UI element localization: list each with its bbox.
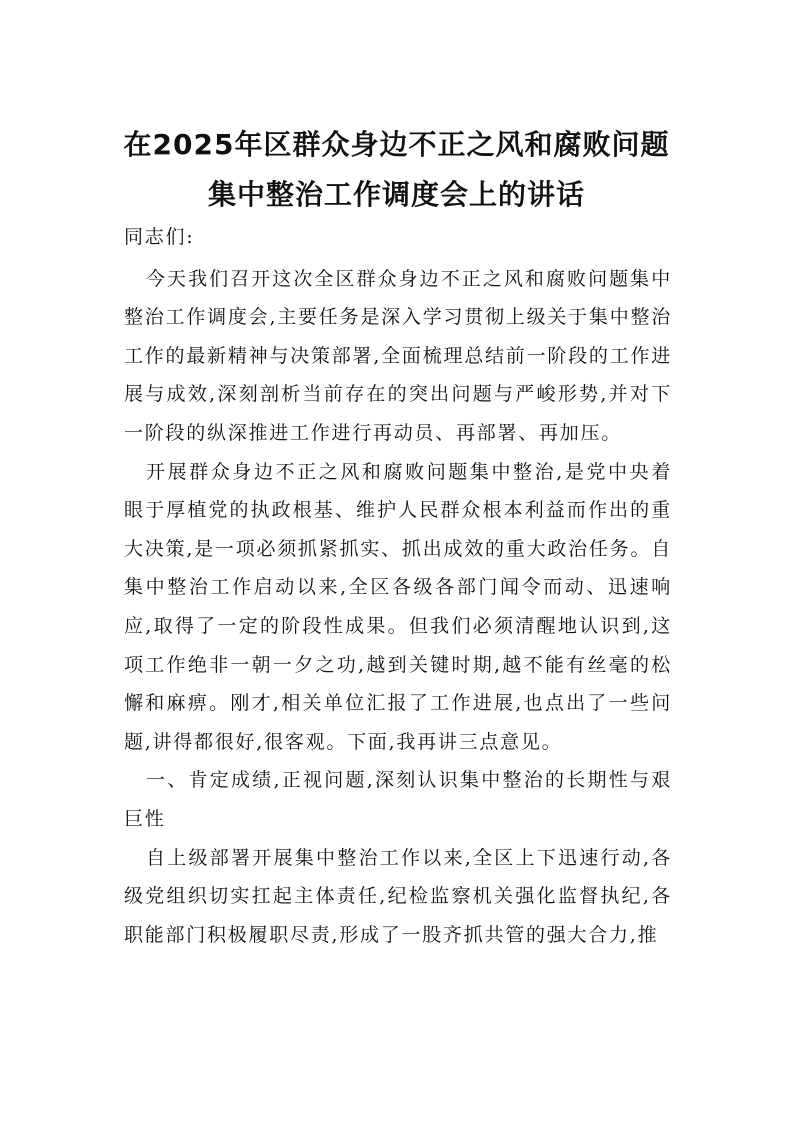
document-title	[100, 120, 693, 220]
section-heading-1: 一、肯定成绩,正视问题,深刻认识集中整治的长期性与艰巨性	[124, 769, 672, 830]
paragraph-section-1: 自上级部署开展集中整治工作以来,全区上下迅速行动,各级党组织切实扛起主体责任,纪检监察机关强化监督执纪,各职能部门积极履职尽责,形成了一股齐抓共管的强大合力,推	[124, 846, 672, 946]
document-body	[124, 218, 672, 954]
title-line-2: 集中整治工作调度会上的讲话	[207, 178, 585, 211]
title-line-1: 在2025年区群众身边不正之风和腐败问题	[123, 128, 670, 161]
greeting: 同志们:	[124, 226, 195, 248]
paragraph-background: 开展群众身边不正之风和腐败问题集中整治,是党中央着眼于厚植党的执政根基、维护人民群众根本利益而作出的重大决策,是一项必须抓紧抓实、抓出成效的重大政治任务。自集中整治工作启动以来,全区各级各部门闻令而动、迅速响应,取得了一定的阶段性成果。但我们必须清醒地认识到,这项工作绝非一朝一夕之功,越到关键时期,越不能有丝毫的松懈和麻痹。刚才,相关单位汇报了工作进展,也点出了一些问题,讲得都很好,很客观。下面,我再讲三点意见。	[124, 460, 672, 753]
paragraph-intro: 今天我们召开这次全区群众身边不正之风和腐败问题集中整治工作调度会,主要任务是深入学习贯彻上级关于集中整治工作的最新精神与决策部署,全面梳理总结前一阶段的工作进展与成效,深刻剖析当前存在的突出问题与严峻形势,并对下一阶段的纵深推进工作进行再动员、再部署、再加压。	[124, 267, 672, 444]
